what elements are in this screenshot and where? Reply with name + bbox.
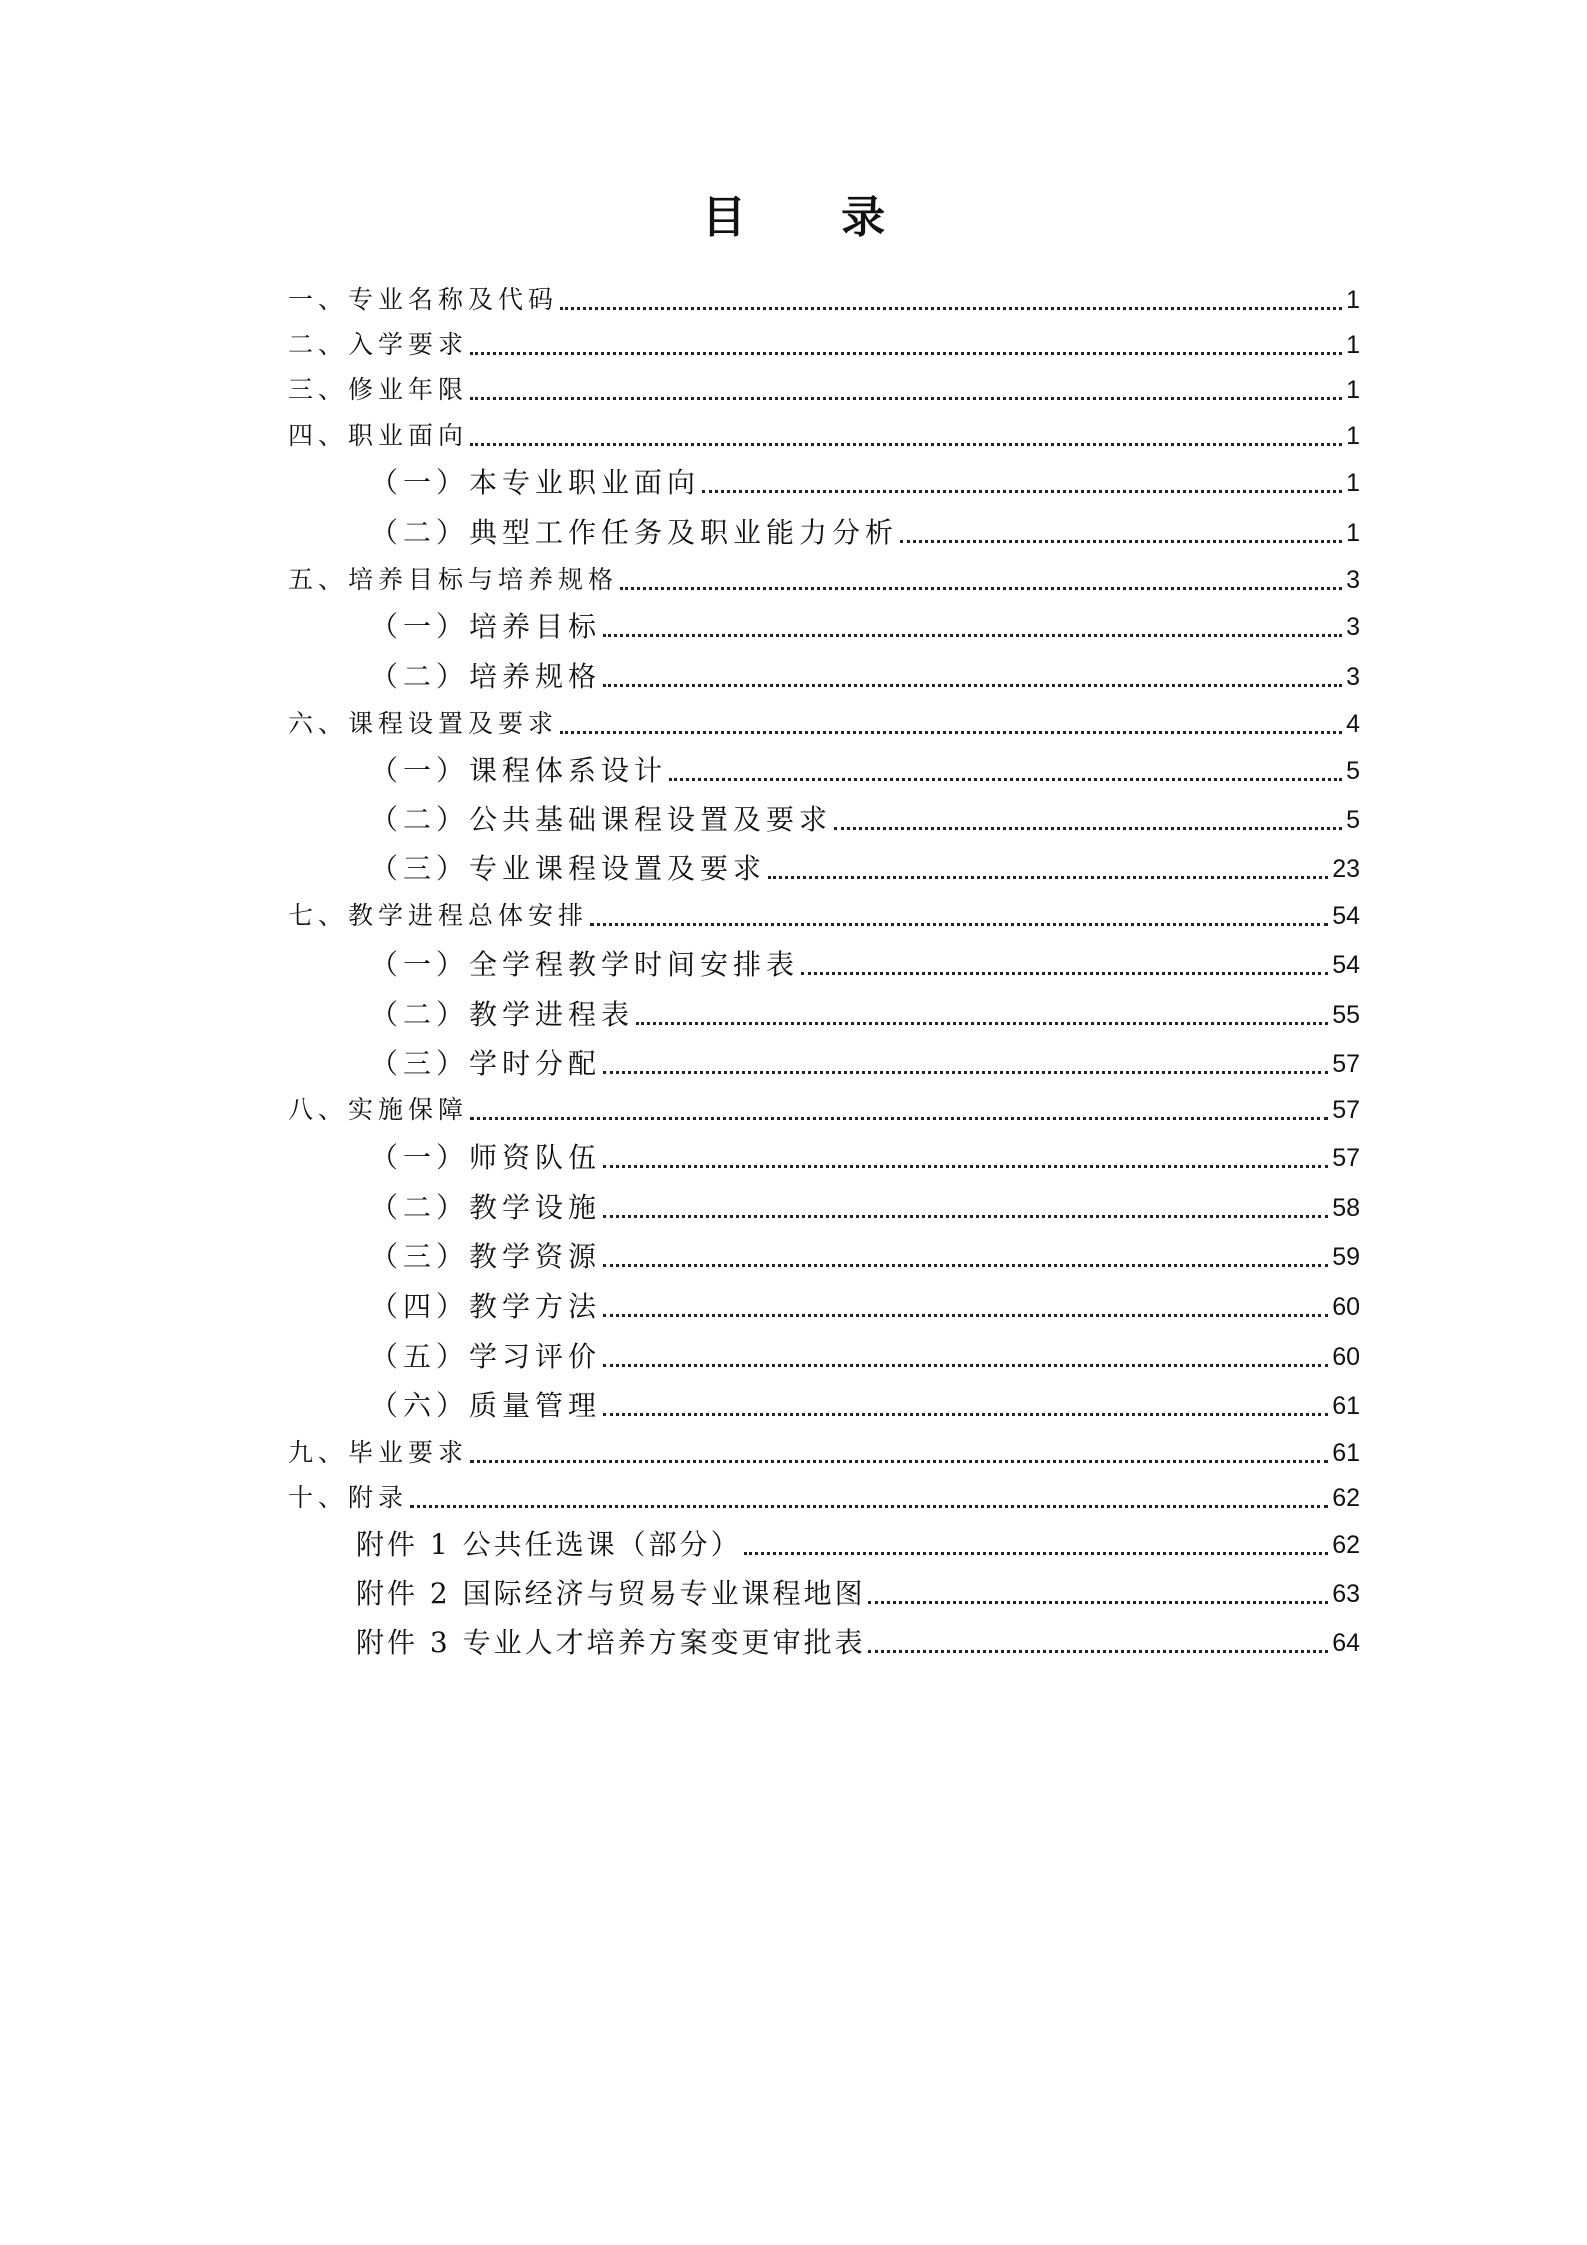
toc-entry-label: （二）培养规格 <box>370 660 602 693</box>
toc-page-number: 1 <box>1346 469 1360 497</box>
toc-entry-label: 十、附录 <box>288 1483 409 1512</box>
toc-entry[interactable] <box>288 701 1360 741</box>
toc-entry-label: （二）公共基础课程设置及要求 <box>370 803 833 836</box>
toc-entry[interactable] <box>370 604 1360 644</box>
dot-leader <box>560 307 1342 310</box>
toc-entry[interactable] <box>370 510 1360 550</box>
toc-entry-label: 一、专业名称及代码 <box>288 285 559 314</box>
toc-page-number: 61 <box>1332 1392 1360 1420</box>
toc-entry[interactable] <box>370 1135 1360 1175</box>
dot-leader <box>590 923 1328 926</box>
toc-entry[interactable] <box>288 893 1360 933</box>
toc-page-number: 64 <box>1332 1629 1360 1657</box>
toc-entry-label: 附件 1 公共任选课（部分） <box>356 1528 742 1561</box>
dot-leader <box>900 540 1342 543</box>
toc-page-number: 62 <box>1332 1484 1360 1512</box>
dot-leader <box>470 397 1342 400</box>
toc-page-number: 1 <box>1346 286 1360 314</box>
toc-entry[interactable] <box>288 322 1360 362</box>
toc-page-number: 54 <box>1332 902 1360 930</box>
toc-entry[interactable] <box>370 1185 1360 1225</box>
dot-leader <box>603 1264 1328 1267</box>
toc-entry-label: 五、培养目标与培养规格 <box>288 565 619 594</box>
dot-leader <box>636 1022 1328 1025</box>
toc-entry-label: 七、教学进程总体安排 <box>288 901 589 930</box>
toc-entry[interactable] <box>288 277 1360 317</box>
dot-leader <box>560 731 1342 734</box>
toc-entry[interactable] <box>288 1475 1360 1515</box>
toc-page-number: 60 <box>1332 1293 1360 1321</box>
toc-entry-label: （二）教学设施 <box>370 1191 602 1224</box>
toc-page-number: 3 <box>1346 663 1360 691</box>
dot-leader <box>410 1505 1328 1508</box>
toc-entry[interactable] <box>370 797 1360 837</box>
toc-page-number: 5 <box>1346 757 1360 785</box>
dot-leader <box>702 490 1342 493</box>
toc-entry-label: （四）教学方法 <box>370 1290 602 1323</box>
dot-leader <box>470 443 1342 446</box>
toc-entry-label: 附件 3 专业人才培养方案变更审批表 <box>356 1626 866 1659</box>
toc-entry[interactable] <box>370 460 1360 500</box>
toc-page-number: 60 <box>1332 1343 1360 1371</box>
toc-page-number: 59 <box>1332 1243 1360 1271</box>
toc-entry-label: 四、职业面向 <box>288 421 469 450</box>
toc-entry[interactable] <box>370 846 1360 886</box>
dot-leader <box>470 1117 1328 1120</box>
toc-entry[interactable] <box>288 367 1360 407</box>
toc-entry[interactable] <box>356 1522 1360 1562</box>
dot-leader <box>620 587 1342 590</box>
dot-leader <box>768 876 1328 879</box>
toc-page-number: 1 <box>1346 376 1360 404</box>
toc-entry[interactable] <box>370 992 1360 1032</box>
dot-leader <box>868 1601 1329 1604</box>
dot-leader <box>801 972 1328 975</box>
toc-entry[interactable] <box>356 1620 1360 1660</box>
toc-entry-label: （二）典型工作任务及职业能力分析 <box>370 516 899 549</box>
toc-page-number: 1 <box>1346 422 1360 450</box>
toc-page-number: 58 <box>1332 1194 1360 1222</box>
toc-page-number: 57 <box>1332 1096 1360 1124</box>
toc-entry[interactable] <box>370 1284 1360 1324</box>
dot-leader <box>603 1314 1328 1317</box>
toc-entry-label: （三）学时分配 <box>370 1047 602 1080</box>
toc-entry-label: 九、毕业要求 <box>288 1438 469 1467</box>
toc-page-number: 63 <box>1332 1580 1360 1608</box>
toc-entry[interactable] <box>288 1430 1360 1470</box>
toc-entry-label: （一）全学程教学时间安排表 <box>370 948 800 981</box>
toc-entry-label: （三）教学资源 <box>370 1240 602 1273</box>
toc-entry-label: （五）学习评价 <box>370 1340 602 1373</box>
toc-page-number: 1 <box>1346 331 1360 359</box>
toc-page-number: 61 <box>1332 1439 1360 1467</box>
toc-entry[interactable] <box>288 557 1360 597</box>
toc-entry[interactable] <box>370 748 1360 788</box>
dot-leader <box>669 778 1342 781</box>
toc-entry-label: 二、入学要求 <box>288 330 469 359</box>
dot-leader <box>603 634 1342 637</box>
toc-entry[interactable] <box>356 1571 1360 1611</box>
toc-entry[interactable] <box>370 942 1360 982</box>
toc-page-number: 62 <box>1332 1531 1360 1559</box>
toc-entry-label: （一）师资队伍 <box>370 1141 602 1174</box>
toc-entry[interactable] <box>288 413 1360 453</box>
page-title: 目 录 <box>701 192 926 243</box>
toc-page-number: 4 <box>1346 710 1360 738</box>
toc-entry-label: （二）教学进程表 <box>370 998 635 1031</box>
toc-entry[interactable] <box>370 654 1360 694</box>
dot-leader <box>603 1165 1328 1168</box>
dot-leader <box>603 1413 1328 1416</box>
toc-page-number: 3 <box>1346 613 1360 641</box>
toc-page-number: 54 <box>1332 951 1360 979</box>
dot-leader <box>470 1460 1328 1463</box>
dot-leader <box>603 684 1342 687</box>
toc-entry[interactable] <box>370 1234 1360 1274</box>
toc-entry-label: 六、课程设置及要求 <box>288 709 559 738</box>
toc-page-number: 3 <box>1346 566 1360 594</box>
toc-page-number: 55 <box>1332 1001 1360 1029</box>
toc-page-number: 57 <box>1332 1050 1360 1078</box>
dot-leader <box>470 352 1342 355</box>
toc-entry-label: （一）本专业职业面向 <box>370 466 701 499</box>
dot-leader <box>603 1071 1328 1074</box>
toc-entry-label: 八、实施保障 <box>288 1095 469 1124</box>
dot-leader <box>603 1364 1328 1367</box>
toc-entry-label: 三、修业年限 <box>288 375 469 404</box>
toc-entry-label: （六）质量管理 <box>370 1389 602 1422</box>
toc-entry-label: （一）课程体系设计 <box>370 754 668 787</box>
toc-entry[interactable] <box>370 1383 1360 1423</box>
toc-entry[interactable] <box>370 1334 1360 1374</box>
toc-entry[interactable] <box>288 1087 1360 1127</box>
dot-leader <box>603 1215 1328 1218</box>
toc-entry-label: （一）培养目标 <box>370 610 602 643</box>
toc-page-number: 23 <box>1332 855 1360 883</box>
toc-entry-label: 附件 2 国际经济与贸易专业课程地图 <box>356 1577 866 1610</box>
toc-page-number: 57 <box>1332 1144 1360 1172</box>
toc-page-number: 5 <box>1346 806 1360 834</box>
toc-entry-label: （三）专业课程设置及要求 <box>370 852 767 885</box>
dot-leader <box>868 1650 1329 1653</box>
dot-leader <box>744 1552 1329 1555</box>
toc-entry[interactable] <box>370 1041 1360 1081</box>
dot-leader <box>834 827 1342 830</box>
toc-page-number: 1 <box>1346 519 1360 547</box>
